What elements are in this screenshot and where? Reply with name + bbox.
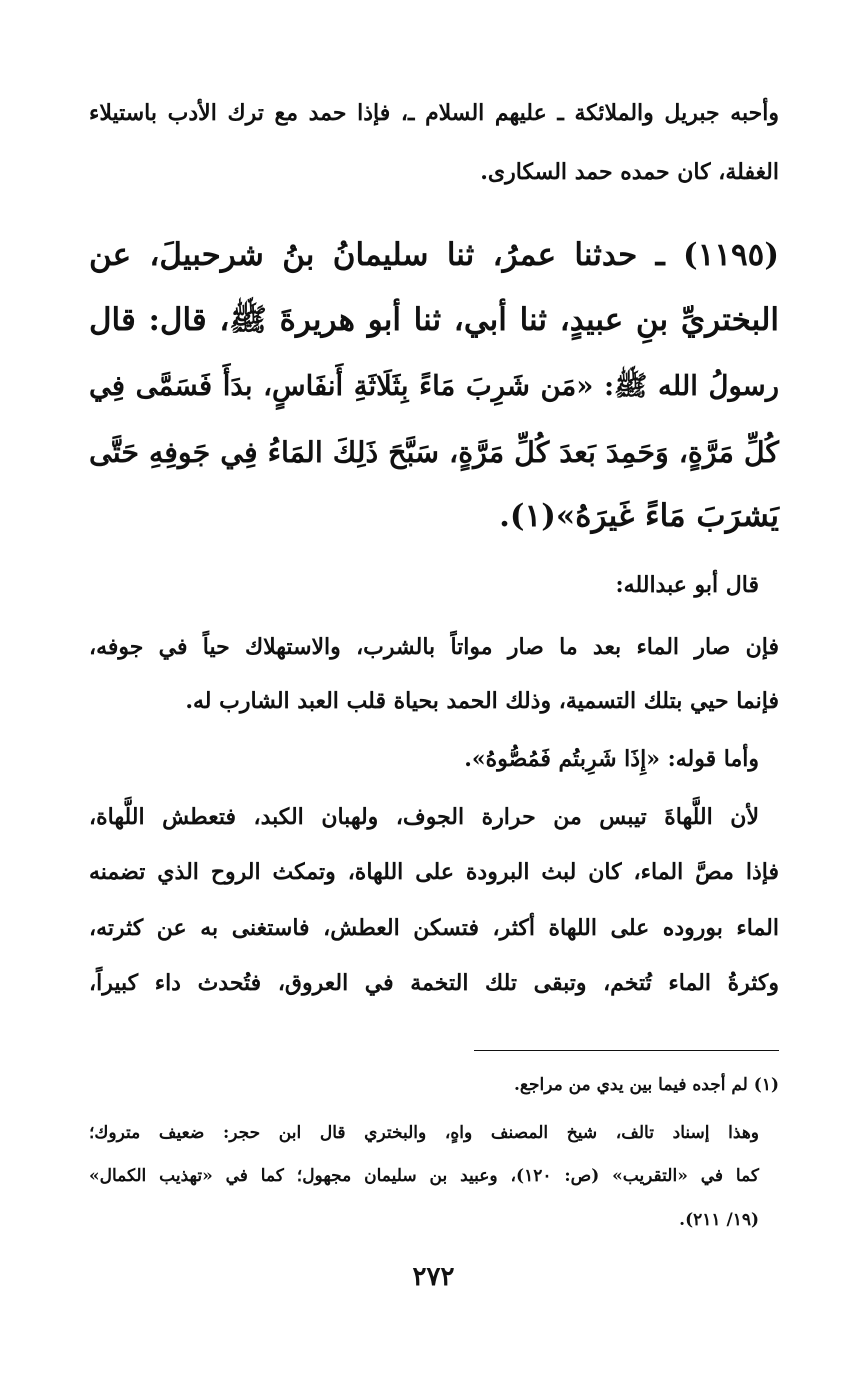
commentary-line-3: وأما قوله: «إِذَا شَرِبتُم فَمُصُّوهُ». — [464, 746, 759, 772]
footnote-line-3: كما في «التقريب» (ص: ١٢٠)، وعبيد بن سليمان مجهول؛ كما في «تهذيب الكمال» — [89, 1166, 759, 1186]
hadith-line-5: يَشرَبَ مَاءً غَيرَهُ»(١). — [499, 498, 779, 534]
intro-line-2: الغفلة، كان حمده حمد السكارى. — [480, 159, 779, 185]
footnote-1: (١) لم أجده فيما بين يدي من مراجع. — [514, 1075, 779, 1095]
footnote-separator — [474, 1050, 779, 1051]
intro-line-1: وأحبه جبريل والملائكة ـ عليهم السلام ـ، فإذا حمد مع ترك الأدب باستيلاء — [89, 100, 779, 126]
hadith-line-2: البختريِّ بنِ عبيدٍ، ثنا أبي، ثنا أبو هريرةَ ﷺ، قال: قال — [89, 302, 779, 338]
commentary-heading: قال أبو عبدالله: — [615, 572, 759, 598]
commentary-line-5: فإذا مصَّ الماء، كان لبث البرودة على اللهاة، وتمكث الروح الذي تضمنه — [89, 859, 779, 885]
commentary-line-1: فإن صار الماء بعد ما صار مواتاً بالشرب، والاستهلاك حياً في جوفه، — [89, 634, 779, 660]
commentary-line-2: فإنما حيي بتلك التسمية، وذلك الحمد بحياة قلب العبد الشارب له. — [185, 688, 779, 714]
footnote-line-4: (١٩/ ٢١١). — [679, 1210, 759, 1230]
commentary-line-7: وكثرةُ الماء تُتخم، وتبقى تلك التخمة في العروق، فتُحدث داء كبيراً، — [89, 970, 779, 996]
hadith-line-4: كُلِّ مَرَّةٍ، وَحَمِدَ بَعدَ كُلِّ مَرَّةٍ، سَبَّحَ ذَلِكَ المَاءُ فِي جَوفِهِ حَتَّى — [89, 435, 779, 469]
commentary-line-4: لأن اللَّهاةَ تيبس من حرارة الجوف، ولهبان الكبد، فتعطش اللَّهاة، — [89, 804, 759, 830]
commentary-line-6: الماء بوروده على اللهاة أكثر، فتسكن العطش، فاستغنى به عن كثرته، — [89, 915, 779, 941]
footnote-line-2: وهذا إسناد تالف، شيخ المصنف واهٍ، والبختري قال ابن حجر: ضعيف متروك؛ — [89, 1123, 759, 1143]
page-number: ٢٧٢ — [412, 1262, 455, 1292]
hadith-line-1: (١١٩٥) ـ حدثنا عمرُ، ثنا سليمانُ بنُ شرحبيلَ، عن — [89, 237, 779, 273]
hadith-line-3: رسولُ الله ﷺ: «مَن شَرِبَ مَاءً بِثَلَاثَةِ أَنفَاسٍ، بدَأَ فَسَمَّى فِي — [89, 370, 779, 402]
